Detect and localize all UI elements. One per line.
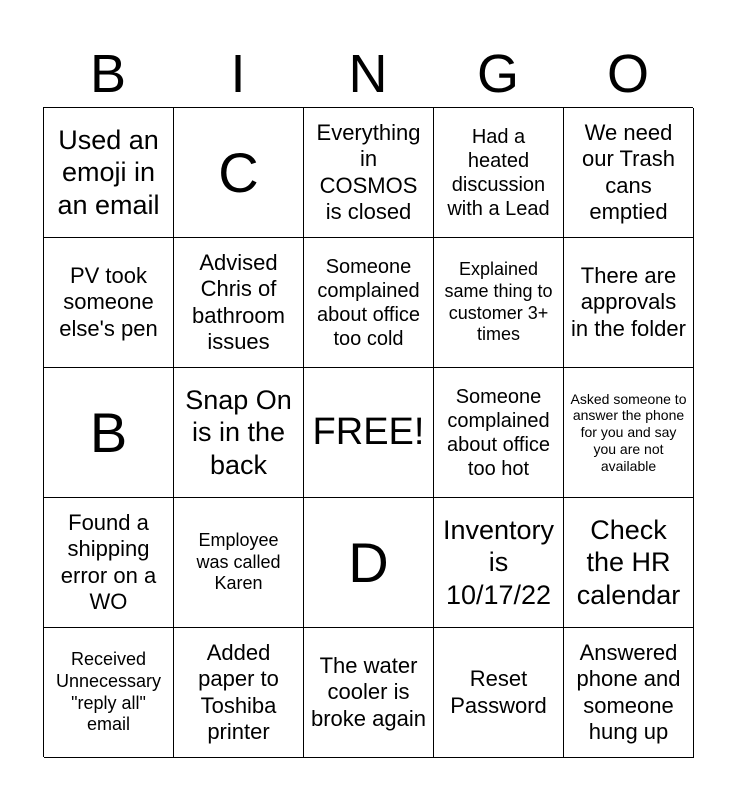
bingo-cell-r5c4[interactable] [434,628,564,758]
bingo-cell-r3c5[interactable] [564,368,694,498]
bingo-board [43,107,693,757]
bingo-cell-r2c1[interactable] [44,238,174,368]
cell-text: Found a shipping error on a WO [60,509,157,614]
header-letter-g: G [476,44,519,104]
cell-text: D [348,530,389,594]
bingo-cell-r5c1[interactable] [44,628,174,758]
bingo-cell-r2c3[interactable] [304,238,434,368]
bingo-cell-r4c2[interactable] [174,498,304,628]
bingo-cell-r5c2[interactable] [174,628,304,758]
cell-text: Reset Password [450,666,547,718]
bingo-cell-r4c3[interactable] [304,498,434,628]
bingo-cell-r1c2[interactable] [174,108,304,238]
cell-text: Advised Chris of bathroom issues [192,249,285,354]
cell-text: There are approvals in the folder [571,262,686,341]
bingo-cell-r2c2[interactable] [174,238,304,368]
bingo-cell-r5c5[interactable] [564,628,694,758]
bingo-header [43,42,693,106]
cell-text: Someone complained about office too hot [446,385,551,480]
bingo-cell-r1c1[interactable] [44,108,174,238]
cell-text: Added paper to Toshiba printer [198,639,279,744]
bingo-cell-r3c1[interactable] [44,368,174,498]
header-letter-b: B [89,44,127,104]
cell-text: Had a heated discussion with a Lead [447,125,550,220]
cell-text: Someone complained about office too cold [316,255,421,350]
cell-text: Everything in COSMOS is closed [316,119,421,224]
cell-text: PV took someone else's pen [59,262,158,341]
bingo-cell-r2c5[interactable] [564,238,694,368]
bingo-cell-r5c3[interactable] [304,628,434,758]
header-letter-o: O [606,44,649,104]
cell-text: B [89,400,128,464]
cell-text: Snap On is in the back [185,384,292,480]
bingo-cell-r1c3[interactable] [304,108,434,238]
cell-text: Explained same thing to customer 3+ times [444,259,553,345]
bingo-cell-r3c4[interactable] [434,368,564,498]
bingo-cell-r1c4[interactable] [434,108,564,238]
cell-text: We need our Trash cans emptied [582,119,675,224]
bingo-cell-r2c4[interactable] [434,238,564,368]
bingo-cell-r3c2[interactable] [174,368,304,498]
cell-text: Check the HR calendar [576,514,681,610]
bingo-cell-r1c5[interactable] [564,108,694,238]
cell-text: Received Unnecessary "reply all" email [55,649,162,735]
cell-text: Used an emoji in an email [57,124,160,220]
header-letter-n: N [348,44,388,104]
cell-text: FREE! [312,410,425,453]
cell-text: Inventory is 10/17/22 [442,514,555,610]
cell-text: Answered phone and someone hung up [576,639,681,744]
header-letter-i: I [230,44,246,104]
cell-text: Employee was called Karen [196,530,281,594]
bingo-cell-r4c4[interactable] [434,498,564,628]
cell-text: Asked someone to answer the phone for you and say you are not available [570,390,687,474]
bingo-cell-r4c1[interactable] [44,498,174,628]
cell-text: C [218,140,259,204]
bingo-cell-r4c5[interactable] [564,498,694,628]
cell-text: The water cooler is broke again [311,652,426,731]
free-space[interactable] [304,368,434,498]
